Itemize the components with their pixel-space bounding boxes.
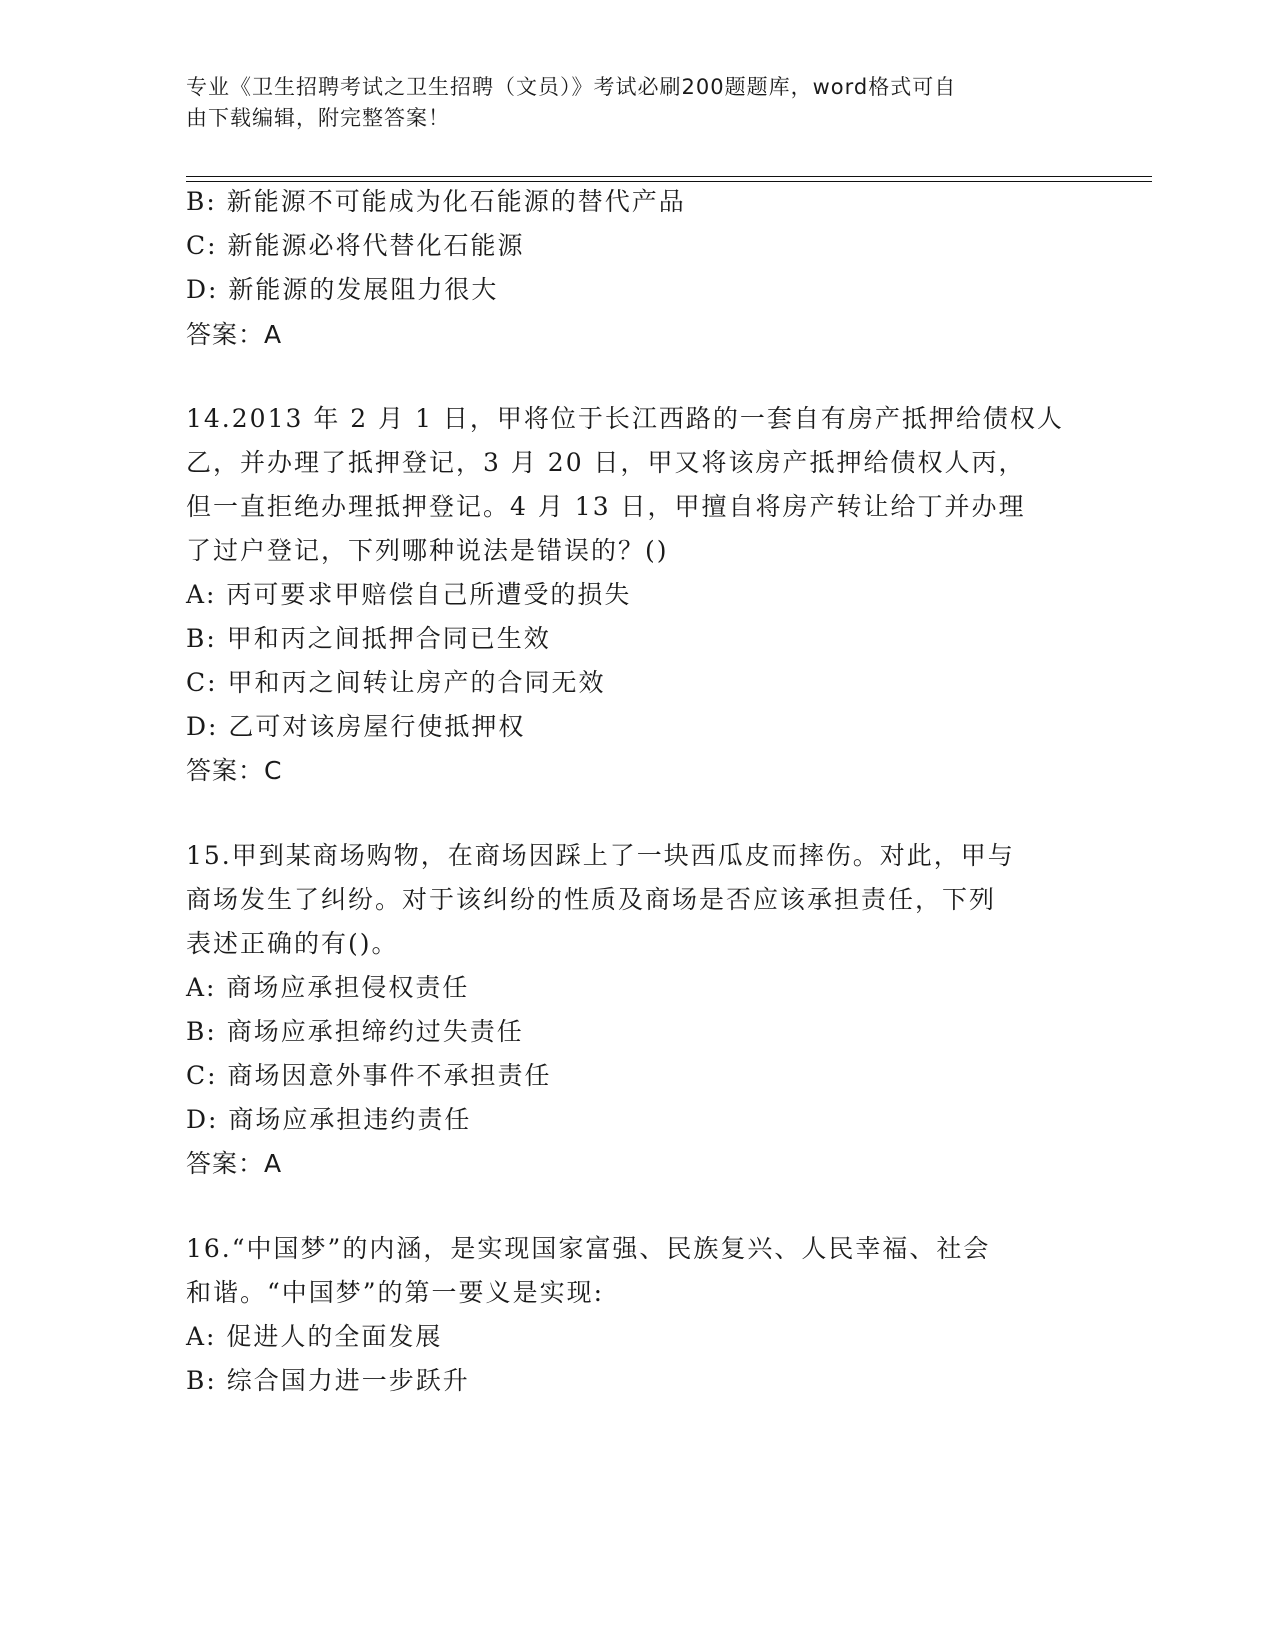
q15-option-b: B: 商场应承担缔约过失责任	[186, 1017, 524, 1046]
q15-option-c: C: 商场因意外事件不承担责任	[186, 1061, 552, 1090]
document-header	[186, 72, 1066, 134]
q13-option-b: B: 新能源不可能成为化石能源的替代产品	[186, 187, 686, 216]
q14-option-c: C: 甲和丙之间转让房产的合同无效	[186, 668, 606, 697]
q13-option-c: C: 新能源必将代替化石能源	[186, 231, 525, 260]
q14-answer: 答案：C	[186, 756, 283, 785]
q14-option-b: B: 甲和丙之间抵押合同已生效	[186, 624, 551, 653]
q14-stem-line-1: 14.2013 年 2 月 1 日，甲将位于长江西路的一套自有房产抵押给债权人	[186, 404, 1064, 433]
q16-option-a: A: 促进人的全面发展	[186, 1322, 443, 1351]
header-line-2: 由下载编辑，附完整答案！	[186, 106, 450, 130]
header-divider-bottom	[186, 181, 1152, 182]
q15-option-a: A: 商场应承担侵权责任	[186, 973, 470, 1002]
q13-option-d: D: 新能源的发展阻力很大	[186, 275, 499, 304]
q14-option-d: D: 乙可对该房屋行使抵押权	[186, 712, 526, 741]
header-line-1: 专业《卫生招聘考试之卫生招聘（文员）》考试必刷200题题库，word格式可自	[186, 75, 957, 99]
q15-stem-line-2: 商场发生了纠纷。对于该纠纷的性质及商场是否应该承担责任，下列	[186, 885, 997, 914]
q16-stem-line-2: 和谐。“中国梦”的第一要义是实现:	[186, 1278, 604, 1307]
q16-option-b: B: 综合国力进一步跃升	[186, 1366, 470, 1395]
header-divider-top	[186, 176, 1152, 177]
q15-stem-line-3: 表述正确的有()。	[186, 929, 399, 958]
q13-answer: 答案：A	[186, 320, 283, 349]
q15-stem-line-1: 15.甲到某商场购物，在商场因踩上了一块西瓜皮而摔伤。对此，甲与	[186, 841, 1015, 870]
q14-option-a: A: 丙可要求甲赔偿自己所遭受的损失	[186, 580, 632, 609]
q15-answer: 答案：A	[186, 1149, 283, 1178]
q16-stem-line-1: 16.“中国梦”的内涵，是实现国家富强、民族复兴、人民幸福、社会	[186, 1234, 991, 1263]
q14-stem-line-2: 乙，并办理了抵押登记，3 月 20 日，甲又将该房产抵押给债权人丙，	[186, 448, 1026, 477]
q15-option-d: D: 商场应承担违约责任	[186, 1105, 472, 1134]
q14-stem-line-3: 但一直拒绝办理抵押登记。4 月 13 日，甲擅自将房产转让给丁并办理	[186, 492, 1026, 521]
q14-stem-line-4: 了过户登记，下列哪种说法是错误的？()	[186, 536, 669, 565]
